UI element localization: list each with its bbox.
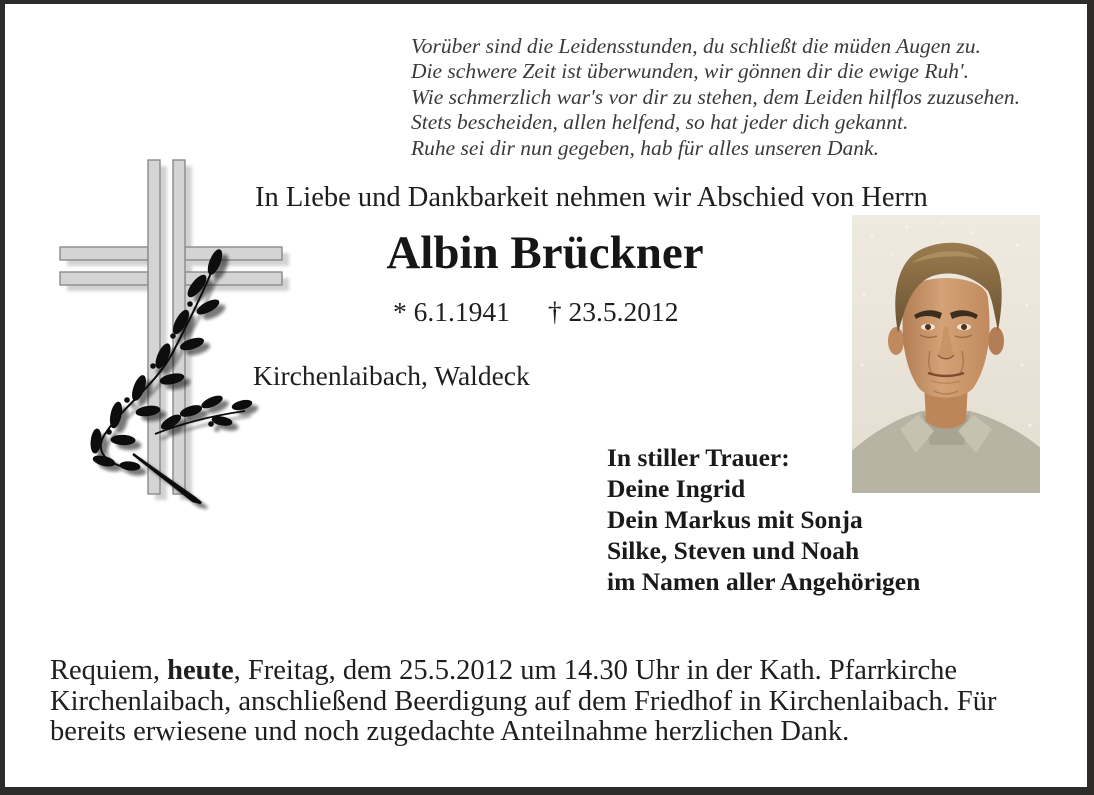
poem-line: Vorüber sind die Leidensstunden, du schließt die müden Augen zu. [411, 34, 981, 58]
portrait-photo [852, 215, 1040, 493]
funeral-notice-line [50, 656, 1010, 687]
mourner-line: Deine Ingrid [607, 474, 746, 503]
obituary-sheet [5, 4, 1087, 787]
poem-line: Stets bescheiden, allen helfend, so hat jeder dich gekannt. [411, 110, 909, 135]
funeral-notice-line [50, 717, 1010, 748]
mourner-line: im Namen aller Angehörigen [607, 567, 921, 596]
mourner-line: Dein Markus mit Sonja [607, 505, 863, 534]
mourner-line: Silke, Steven und Noah [607, 536, 860, 565]
funeral-notice-text: bereits erwiesene und noch zugedachte Anteilnahme herzlichen Dank. [50, 716, 850, 747]
memorial-poem [411, 34, 1020, 161]
portrait-photo-image [852, 215, 1040, 493]
poem-line: Die schwere Zeit ist überwunden, wir gönnen dir die ewige Ruh'. [411, 59, 969, 84]
birth-date: * 6.1.1941 [393, 296, 510, 327]
poem-line: Ruhe sei dir nun gegeben, hab für alles unseren Dank. [411, 135, 879, 160]
mourner-line: In stiller Trauer: [607, 443, 790, 472]
residence-line: Kirchenlaibach, Waldeck [253, 360, 530, 391]
cross-laurel-graphic [40, 142, 300, 520]
death-date: † 23.5.2012 [547, 296, 679, 327]
cross-icon [40, 142, 300, 520]
funeral-notice-line [50, 687, 1010, 718]
funeral-notice-emphasis: heute [167, 655, 234, 686]
funeral-notice-text: , Freitag, dem 25.5.2012 um 14.30 Uhr in der Kath. Pfarrkirche [233, 655, 958, 686]
life-dates [393, 296, 679, 328]
deceased-name: Albin Brückner [386, 227, 704, 279]
farewell-line: In Liebe und Dankbarkeit nehmen wir Abschied von Herrn [255, 182, 928, 213]
funeral-notice-text: Kirchenlaibach, anschließend Beerdigung auf dem Friedhof in Kirchenlaibach. Für [50, 685, 997, 717]
funeral-notice [50, 656, 1010, 748]
funeral-notice-text: Requiem, [50, 655, 168, 686]
poem-line: Wie schmerzlich war's vor dir zu stehen, dem Leiden hilflos zuzusehen. [411, 84, 1020, 109]
